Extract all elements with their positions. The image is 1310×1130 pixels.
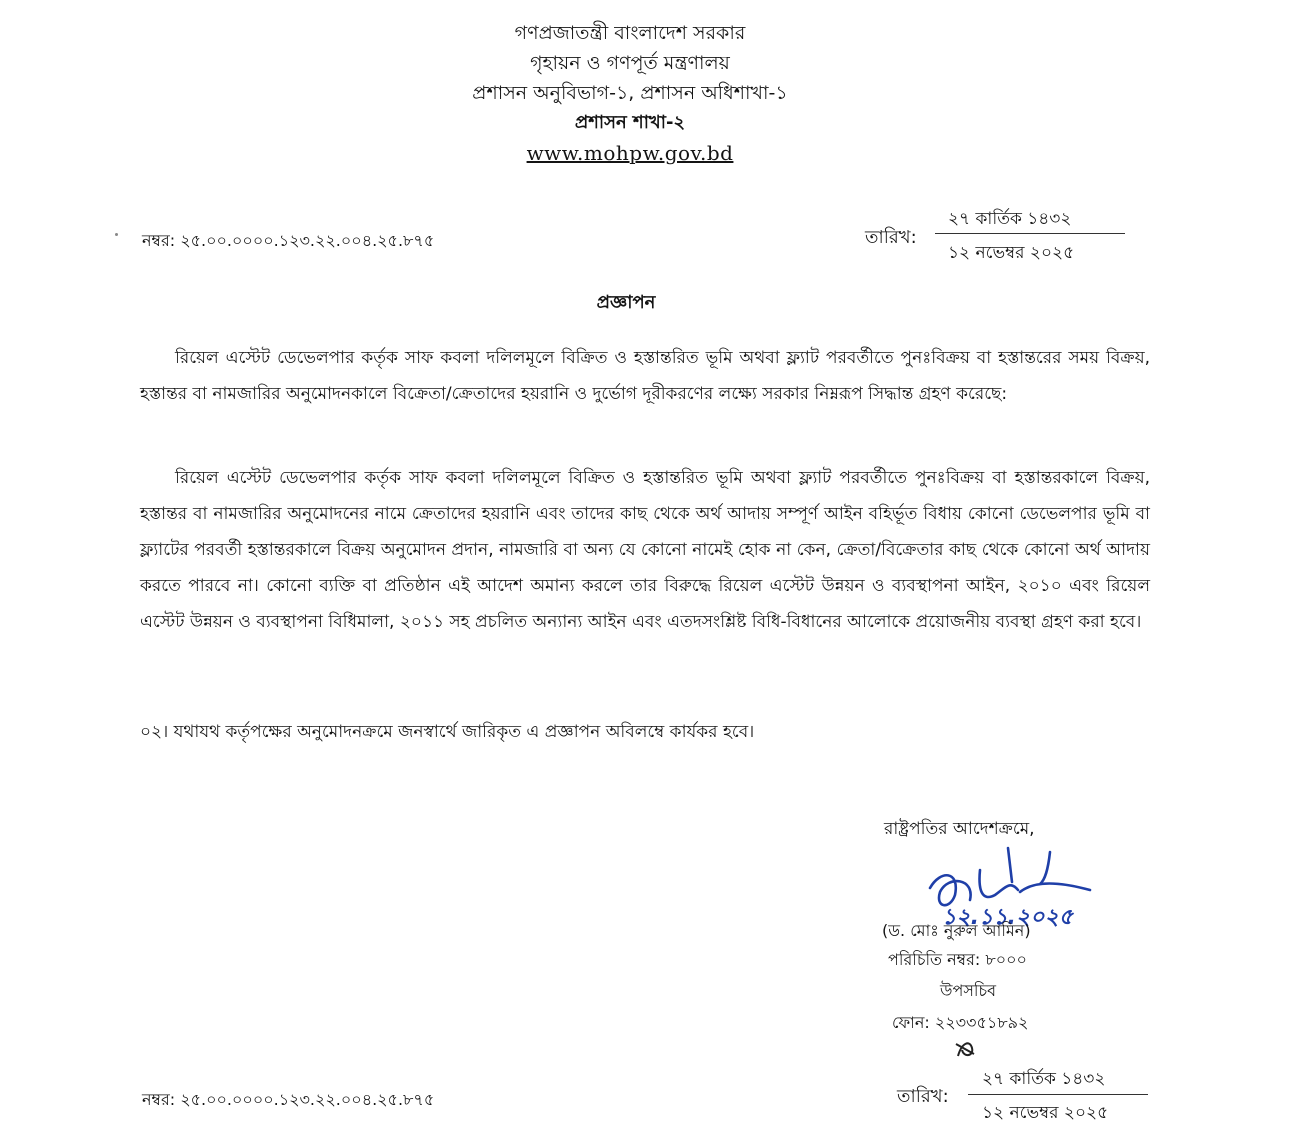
signatory-designation: উপসচিব	[940, 981, 997, 1000]
date-divider	[935, 233, 1125, 234]
handwritten-date: ১২.১১.২০২৫	[942, 905, 1074, 930]
signatory-name: (ড. মোঃ নুরুল আমিন)	[882, 921, 1031, 940]
date-bengali: ২৭ কার্তিক ১৪৩২	[982, 1069, 1106, 1089]
signatory-id: পরিচিতি নম্বর: ৮০০০	[888, 950, 1027, 969]
letterhead	[390, 18, 870, 168]
date-label: তারিখ:	[897, 1086, 949, 1107]
date-gregorian: ১২ নভেম্বর ২০২৫	[948, 243, 1075, 263]
initial-mark-icon	[952, 1036, 978, 1062]
government-name: গণপ্রজাতন্ত্রী বাংলাদেশ সরকার	[514, 22, 746, 44]
paragraph-effective: ০২। যথাযথ কর্তৃপক্ষের অনুমোদনক্রমে জনস্বার্থে জারিকৃত এ প্রজ্ঞাপন অবিলম্বে কার্যকর হবে।	[140, 722, 755, 742]
date-divider	[968, 1094, 1148, 1095]
paragraph-preamble: রিয়েল এস্টেট ডেভেলপার কর্তৃক সাফ কবলা দলিলমূলে বিক্রিত ও হস্তান্তরিত ভূমি অথবা ফ্ল্যাট পরবর্তীতে পুনঃবিক্রয় বা হস্তান্তরের সময় বিক্রয়, হস্তান্তর বা নামজারির অনুমোদনকালে বিক্রেতা/ক্রেতাদের হয়রানি ও দুর্ভোগ দূরীকরণের লক্ষ্যে সরকার নিম্নরূপ সিদ্ধান্ত গ্রহণ করেছে:	[140, 348, 1150, 404]
scan-speck	[115, 233, 118, 236]
ministry-name: গৃহায়ন ও গণপূর্ত মন্ত্রণালয়	[530, 52, 730, 74]
date-bengali: ২৭ কার্তিক ১৪৩২	[948, 209, 1072, 229]
division-name: প্রশাসন অনুবিভাগ-১, প্রশাসন অধিশাখা-১	[472, 82, 788, 104]
handwritten-signature	[900, 840, 1110, 930]
paragraph-decision: রিয়েল এস্টেট ডেভেলপার কর্তৃক সাফ কবলা দলিলমূলে বিক্রিত ও হস্তান্তরিত ভূমি অথবা ফ্ল্যাট পরবর্তীতে পুনঃবিক্রয় বা হস্তান্তরকালে বিক্রয়, হস্তান্তর বা নামজারির অনুমোদনের নামে ক্রেতাদের হয়রানি এবং তাদের কাছ থেকে অর্থ আদায় সম্পূর্ণ আইন বহির্ভূত বিধায় কোনো ডেভেলপার ভূমি বা ফ্ল্যাটের পরবর্তী হস্তান্তরকালে বিক্রয় অনুমোদন প্রদান, নামজারি বা অন্য যে কোনো নামেই হোক না কেন, ক্রেতা/বিক্রেতার কাছ থেকে কোনো অর্থ আদায় করতে পারবে না। কোনো ব্যক্তি বা প্রতিষ্ঠান এই আদেশ অমান্য করলে তার বিরুদ্ধে রিয়েল এস্টেট উন্নয়ন ও ব্যবস্থাপনা আইন, ২০১০ এবং রিয়েল এস্টেট উন্নয়ন ও ব্যবস্থাপনা বিধিমালা, ২০১১ সহ প্রচলিত অন্যান্য আইন এবং এতদসংশ্লিষ্ট বিধি-বিধানের আলোকে প্রয়োজনীয় ব্যবস্থা গ্রহণ করা হবে।	[140, 468, 1150, 632]
date-gregorian: ১২ নভেম্বর ২০২৫	[982, 1103, 1109, 1123]
website-link[interactable]: www.mohpw.gov.bd	[526, 141, 734, 165]
branch-name: প্রশাসন শাখা-২	[574, 112, 686, 133]
notification-title: প্রজ্ঞাপন	[596, 292, 656, 313]
presidential-order: রাষ্ট্রপতির আদেশক্রমে,	[884, 819, 1035, 839]
memo-number-bottom: নম্বর: ২৫.০০.০০০০.১২৩.২২.০০৪.২৫.৮৭৫	[142, 1090, 435, 1109]
memo-number-top: নম্বর: ২৫.০০.০০০০.১২৩.২২.০০৪.২৫.৮৭৫	[142, 231, 435, 250]
date-label: তারিখ:	[865, 227, 917, 248]
signatory-phone: ফোন: ২২৩৩৫১৮৯২	[892, 1013, 1029, 1032]
